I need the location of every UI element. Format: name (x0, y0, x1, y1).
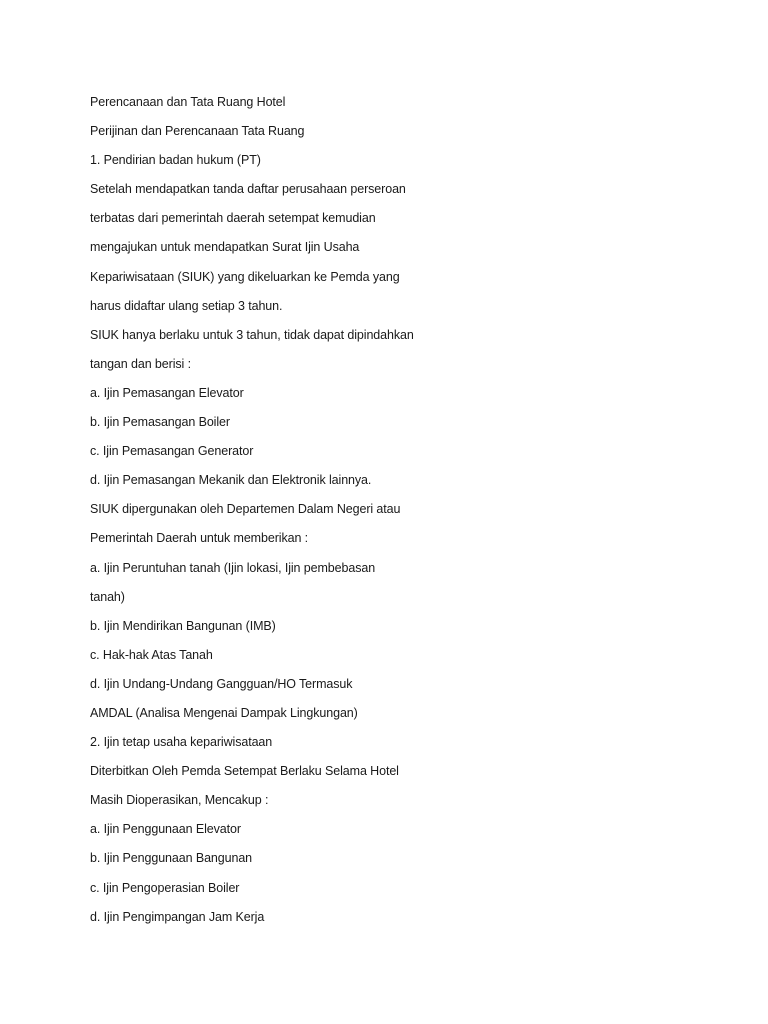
list-item: a. Ijin Penggunaan Elevator (90, 822, 241, 837)
numbered-item-1: 1. Pendirian badan hukum (PT) (90, 153, 261, 168)
document-title: Perencanaan dan Tata Ruang Hotel (90, 95, 286, 109)
text-line: SIUK dipergunakan oleh Departemen Dalam Negeri atau (90, 502, 401, 517)
list-item: d. Ijin Undang-Undang Gangguan/HO Termasuk (90, 676, 353, 691)
text-line: Kepariwisataan (SIUK) yang dikeluarkan ke Pemda yang (90, 269, 400, 284)
numbered-item-2: 2. Ijin tetap usaha kepariwisataan (90, 735, 273, 750)
list-item: a. Ijin Pemasangan Elevator (90, 385, 244, 400)
list-item: d. Ijin Pengimpangan Jam Kerja (90, 909, 265, 924)
list-item: a. Ijin Peruntuhan tanah (Ijin lokasi, Ijin pembebasan (90, 560, 376, 575)
list-item: b. Ijin Pemasangan Boiler (90, 415, 230, 430)
text-line: SIUK hanya berlaku untuk 3 tahun, tidak dapat dipindahkan (90, 327, 414, 342)
list-item: d. Ijin Pemasangan Mekanik dan Elektronik lainnya. (90, 473, 372, 488)
text-line: Diterbitkan Oleh Pemda Setempat Berlaku Selama Hotel (90, 764, 399, 779)
text-line: harus didaftar ulang setiap 3 tahun. (90, 298, 283, 313)
text-line: Setelah mendapatkan tanda daftar perusahaan perseroan (90, 182, 406, 197)
text-line: mengajukan untuk mendapatkan Surat Ijin Usaha (90, 240, 360, 255)
section-heading: Perijinan dan Perencanaan Tata Ruang (90, 124, 305, 139)
list-item-continuation: AMDAL (Analisa Mengenai Dampak Lingkungan) (90, 705, 358, 720)
document-body (90, 88, 690, 932)
list-item-continuation: tanah) (90, 589, 125, 604)
text-line: tangan dan berisi : (90, 356, 191, 371)
list-item: c. Hak-hak Atas Tanah (90, 647, 213, 662)
text-line: Masih Dioperasikan, Mencakup : (90, 793, 269, 808)
text-line: terbatas dari pemerintah daerah setempat kemudian (90, 211, 376, 226)
list-item: b. Ijin Mendirikan Bangunan (IMB) (90, 618, 276, 633)
list-item: b. Ijin Penggunaan Bangunan (90, 851, 253, 866)
list-item: c. Ijin Pengoperasian Boiler (90, 880, 240, 895)
list-item: c. Ijin Pemasangan Generator (90, 444, 254, 459)
text-line: Pemerintah Daerah untuk memberikan : (90, 531, 309, 546)
